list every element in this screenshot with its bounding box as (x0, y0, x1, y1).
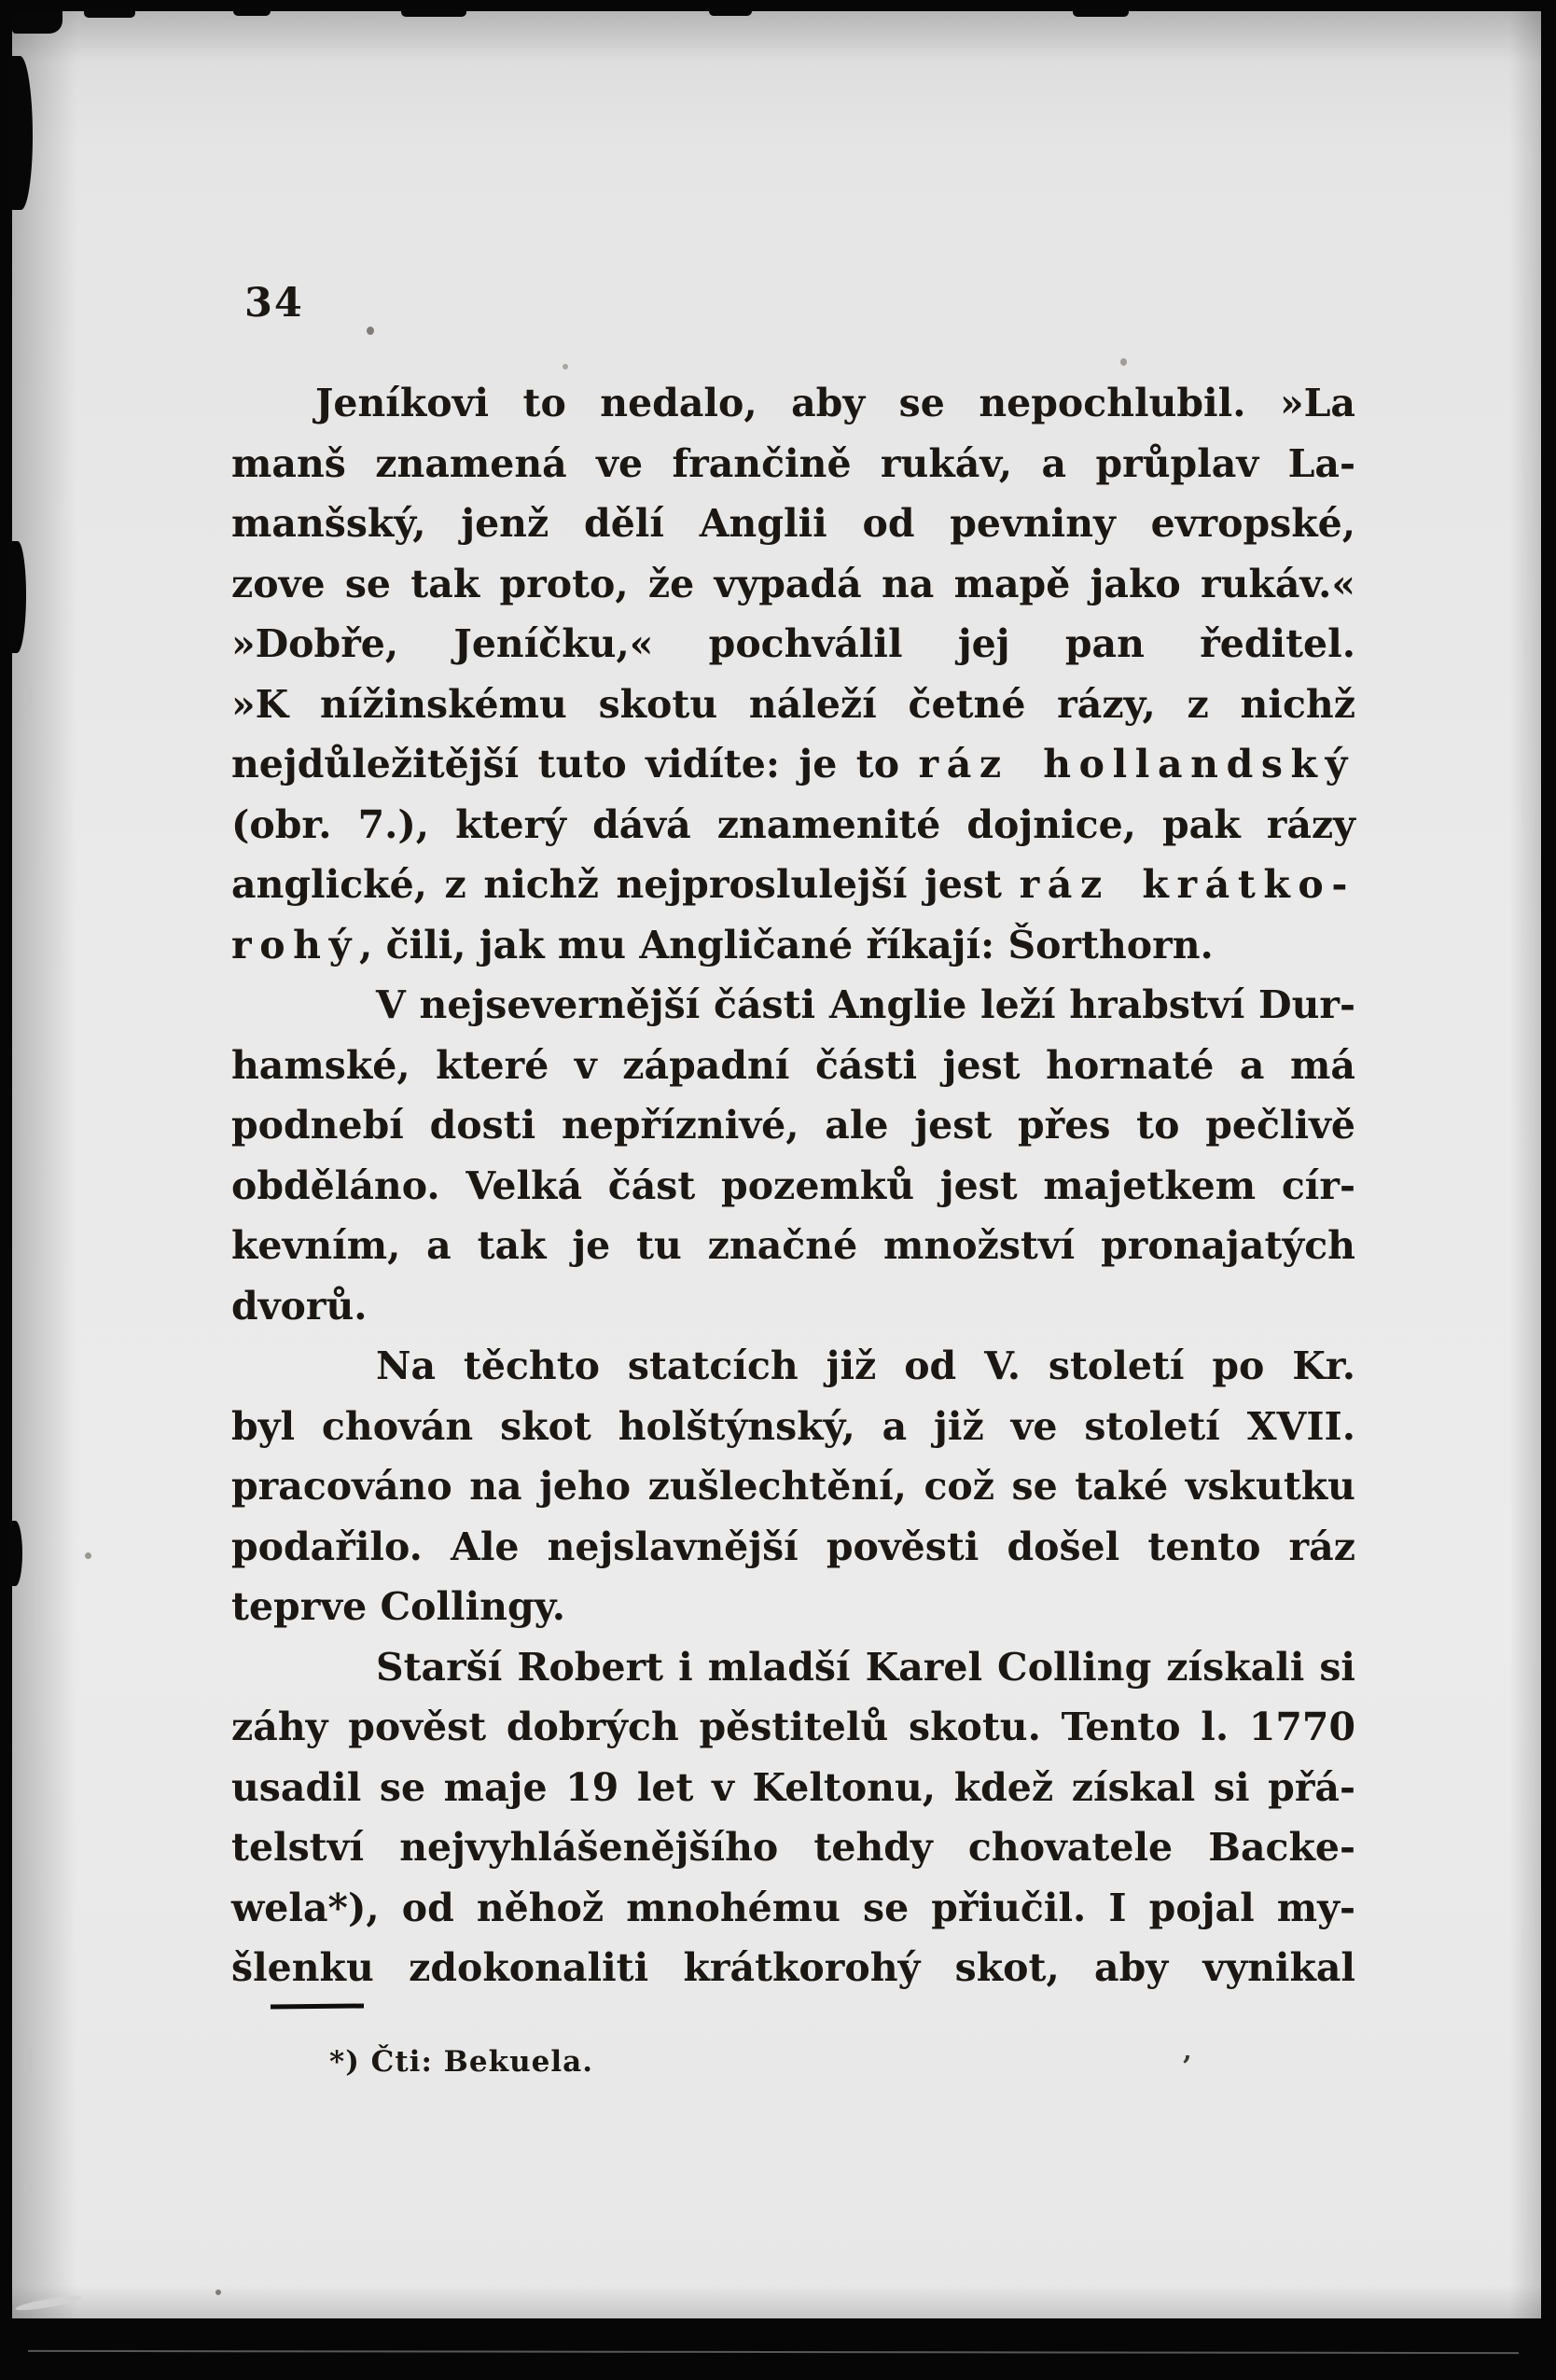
text-segment: šlenku zdokonaliti krátkorohý skot, aby vynikal (231, 1945, 1355, 1990)
scan-bottom-line (28, 2350, 1519, 2354)
text-segment: hamské, které v západní části jest hornaté a má (231, 1042, 1355, 1088)
text-segment: kevním, a tak je tu značné množství pronajatých (231, 1223, 1355, 1268)
paper-speck (215, 2290, 221, 2295)
text-line (231, 1036, 1355, 1096)
text-line (231, 373, 1355, 434)
text-line (231, 1517, 1355, 1578)
emphasized-spaced-text: rohý (231, 922, 360, 967)
text-segment: usadil se maje 19 let v Keltonu, kdež získal si přá- (231, 1764, 1355, 1810)
scan-edge-artifact (12, 11, 63, 34)
paper-shading-bottom (12, 2285, 1541, 2318)
text-segment: zove se tak proto, že vypadá na mapě jako rukáv.« (231, 561, 1355, 606)
text-segment: byl chován skot holštýnský, a již ve století XVII. (231, 1403, 1355, 1449)
paper-speck (85, 1552, 91, 1559)
text-line (231, 975, 1355, 1036)
text-line (231, 1336, 1355, 1397)
stray-ink-mark: ’ (1182, 2051, 1192, 2083)
text-segment: manšský, jenž dělí Anglii od pevniny evropské, (231, 501, 1355, 546)
text-line (231, 855, 1355, 915)
text-line (231, 1577, 1355, 1637)
text-line (231, 1397, 1355, 1457)
text-block (231, 373, 1355, 1998)
scan-edge-artifact (84, 9, 135, 18)
paper-shading-top (12, 11, 1541, 63)
text-line (231, 1156, 1355, 1217)
footnote-text: *) Čti: Bekuela. (329, 2045, 593, 2079)
scan-edge-artifact (401, 9, 466, 17)
emphasized-spaced-text: ráz hollandský (918, 742, 1355, 786)
text-line (231, 1817, 1355, 1878)
text-line (231, 434, 1355, 494)
text-segment: Jeníkovi to nedalo, aby se nepochlubil. »La (315, 381, 1355, 425)
emphasized-spaced-text: ráz krátko- (1019, 862, 1355, 907)
paper-shading-left (12, 11, 77, 2318)
text-segment: »Dobře, Jeníčku,« pochválil jej pan ředitel. (231, 621, 1355, 666)
text-line (231, 1697, 1355, 1758)
text-segment: (obr. 7.), který dává znamenité dojnice, pak rázy (231, 801, 1355, 847)
scan-edge-artifact (1073, 9, 1129, 17)
paper-speck (1120, 358, 1127, 366)
text-line (231, 614, 1355, 675)
text-line (231, 1276, 1355, 1337)
text-line (231, 1216, 1355, 1276)
text-segment: podařilo. Ale nejslavnější pověsti došel tento ráz (231, 1524, 1355, 1569)
scan-edge-artifact (8, 1521, 22, 1586)
text-line (231, 1637, 1355, 1698)
text-segment: pracováno na jeho zušlechtění, což se také vskutku (231, 1464, 1355, 1509)
text-segment: telství nejvyhlášenějšího tehdy chovatele Backe- (231, 1825, 1355, 1870)
text-segment: manš znamená ve frančině rukáv, a průplav La- (231, 440, 1355, 486)
scan-edge-artifact (709, 9, 752, 16)
paper-speck (563, 364, 568, 369)
text-segment: teprve Collingy. (231, 1584, 566, 1629)
text-segment: nejdůležitější tuto vidíte: je to (231, 742, 919, 786)
paper-speck (367, 327, 374, 335)
scan-edge-artifact (233, 9, 271, 16)
text-line (231, 1758, 1355, 1818)
scan-edge-artifact (8, 56, 33, 210)
text-segment: záhy pověst dobrých pěstitelů skotu. Tento l. 1770 (231, 1705, 1355, 1749)
text-segment: Starší Robert i mladší Karel Colling získali si (376, 1644, 1355, 1690)
text-segment: dvorů. (231, 1283, 368, 1329)
page-number: 34 (244, 280, 304, 327)
text-segment: V nejsevernější části Anglie leží hrabství Dur- (376, 982, 1355, 1027)
text-line (231, 734, 1355, 795)
text-segment: wela*), od něhož mnohému se přiučil. I pojal my- (231, 1885, 1355, 1930)
text-segment: , čili, jak mu Angličané říkají: Šorthorn. (359, 922, 1214, 967)
text-line (231, 1878, 1355, 1939)
text-line (231, 554, 1355, 615)
text-line (231, 1095, 1355, 1156)
text-line (231, 1938, 1355, 1998)
text-segment: obděláno. Velká část pozemků jest majetkem cír- (231, 1162, 1355, 1208)
text-line (231, 675, 1355, 735)
text-segment: anglické, z nichž nejproslulejší jest (231, 862, 1020, 907)
footnote-rule (271, 2003, 364, 2009)
text-line (231, 795, 1355, 856)
text-segment: »K nížinskému skotu náleží četné rázy, z nichž (231, 681, 1355, 727)
paper (12, 11, 1541, 2318)
text-line (231, 1456, 1355, 1517)
text-segment: Na těchto statcích již od V. století po Kr. (376, 1343, 1355, 1388)
text-line (231, 494, 1355, 554)
text-segment: podnebí dosti nepříznivé, ale jest přes to pečlivě (231, 1103, 1355, 1148)
text-line (231, 915, 1355, 976)
paper-shading-right (1509, 11, 1541, 2318)
